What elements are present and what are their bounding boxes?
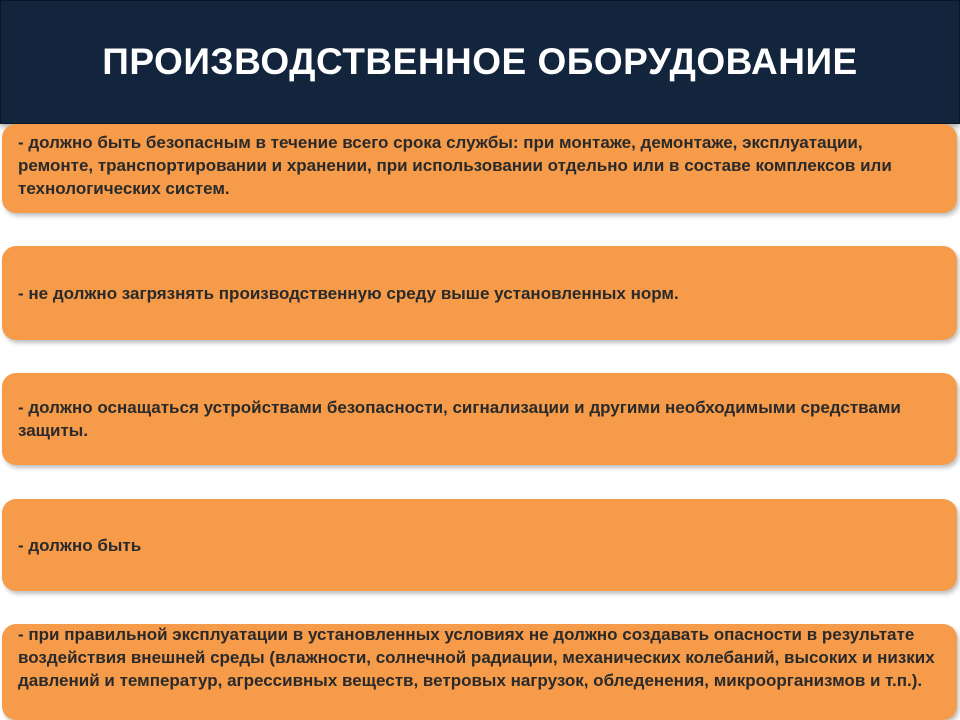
requirement-box-3 xyxy=(2,373,957,465)
requirement-text-2: - не должно загрязнять производственную среду выше установленных норм. xyxy=(18,283,679,303)
requirement-box-4 xyxy=(2,499,957,591)
requirement-box-1 xyxy=(2,124,957,213)
requirement-box-2 xyxy=(2,246,957,340)
title-banner xyxy=(0,0,960,124)
slide-title: ПРОИЗВОДСТВЕННОЕ ОБОРУДОВАНИЕ xyxy=(102,41,858,82)
requirement-box-5 xyxy=(2,624,957,720)
requirement-text-3: - должно оснащаться устройствами безопасности, сигнализации и другими необходимыми средствами защиты. xyxy=(18,398,901,440)
requirement-text-4: - должно быть xyxy=(18,535,142,555)
requirement-text-1: - должно быть безопасным в течение всего срока службы: при монтаже, демонтаже, эксплуатации, ремонте, транспортировании и хранении, при использовании отдельно или в составе комплексов или технологических систем. xyxy=(18,133,892,198)
requirement-text-5: - при правильной эксплуатации в установленных условиях не должно создавать опасности в результате воздействия внешней среды (влажности, солнечной радиации, механических колебаний, высоких и низких давлений и температур, агрессивных веществ, ветровых нагрузок, обледенения, микроорганизмов и т.п.). xyxy=(18,625,935,690)
